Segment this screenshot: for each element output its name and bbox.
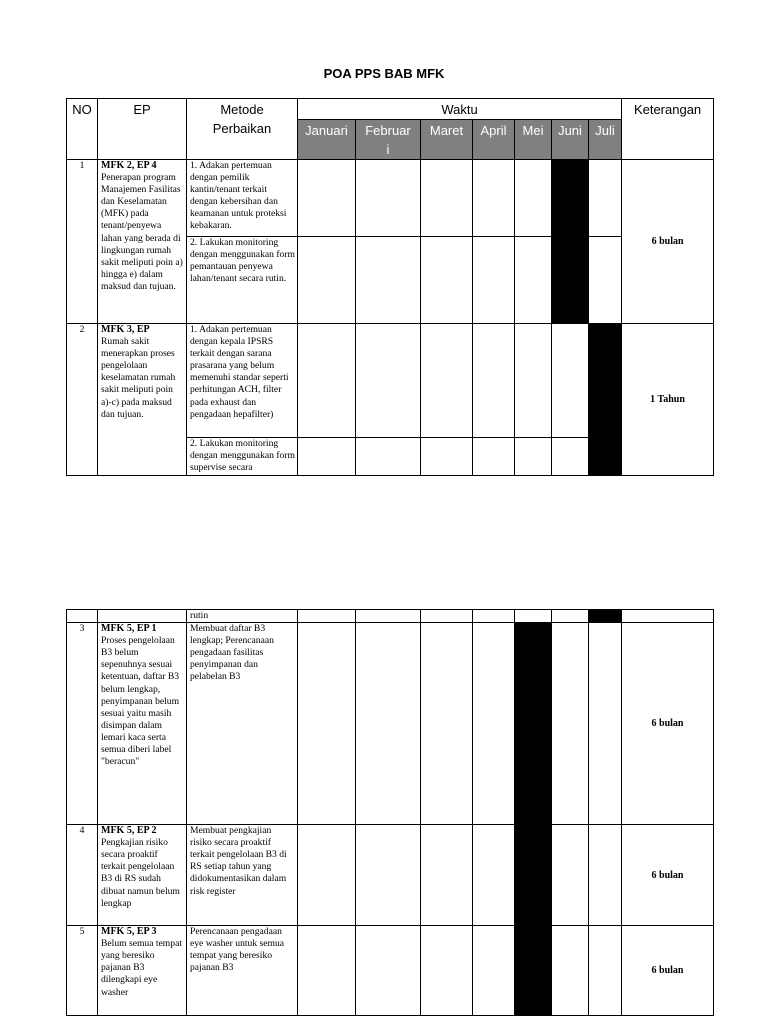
- cell-maret: [421, 160, 473, 237]
- cell-juni: [552, 825, 589, 926]
- method-cell: 1. Adakan pertemuan dengan pemilik kantin/tenant terkait dengan kebersihan dan keamanan untuk proteksi kebakaran.: [187, 160, 298, 237]
- header-metode: [187, 99, 298, 160]
- ep-title: MFK 5, EP 3: [101, 926, 157, 938]
- ep-cell: [98, 926, 187, 1016]
- cell-mei: [515, 610, 552, 623]
- cell-maret: [421, 825, 473, 926]
- cell-april: [473, 926, 515, 1016]
- cell-juni: [552, 926, 589, 1016]
- cell-februari: [356, 438, 421, 476]
- cell-april: [473, 438, 515, 476]
- row-number: 5: [67, 926, 98, 1016]
- ep-title: MFK 5, EP 2: [101, 825, 157, 837]
- method-cell: 2. Lakukan monitoring dengan menggunakan form supervise secara: [187, 438, 298, 476]
- cell-maret: [421, 237, 473, 324]
- keterangan-cell: 6 bulan: [622, 623, 714, 825]
- cell-februari: [356, 926, 421, 1016]
- method-cell: rutin: [187, 610, 298, 623]
- cell-mei: [515, 160, 552, 237]
- row-number: 3: [67, 623, 98, 825]
- ep-title: MFK 3, EP: [101, 324, 150, 335]
- ep-cell: [98, 825, 187, 926]
- header-metode-line1: Metode: [220, 102, 264, 117]
- ep-cell: [98, 623, 187, 825]
- row-number: 2: [67, 324, 98, 476]
- table-row: [67, 623, 714, 825]
- month-februari-line1: Februar: [365, 123, 411, 138]
- cell-februari: [356, 237, 421, 324]
- ep-cell: [98, 324, 187, 476]
- month-februari-line2: i: [386, 142, 390, 157]
- ep-description: Pengkajian risiko secara proaktif terkait pengelolaan B3 di RS sudah dibuat namun belum lengkap: [101, 837, 180, 909]
- row-number: 4: [67, 825, 98, 926]
- schedule-bar-juni: [552, 160, 589, 324]
- method-cell: Perencanaan pengadaan eye washer untuk semua tempat yang beresiko pajanan B3: [187, 926, 298, 1016]
- cell-april: [473, 825, 515, 926]
- cell-mei: [515, 237, 552, 324]
- cell-maret: [421, 610, 473, 623]
- row-number: [67, 610, 98, 623]
- table-row: [67, 825, 714, 926]
- header-no: NO: [67, 99, 98, 160]
- keterangan-cell: 6 bulan: [622, 926, 714, 1016]
- ep-cell: [98, 160, 187, 324]
- poa-table-page-2: [66, 609, 714, 1016]
- cell-juni: [552, 610, 589, 623]
- cell-februari: [356, 610, 421, 623]
- month-januari: Januari: [298, 120, 356, 160]
- cell-juni: [552, 623, 589, 825]
- schedule-bar-mei: [515, 825, 552, 926]
- month-juli: Juli: [589, 120, 622, 160]
- cell-april: [473, 160, 515, 237]
- cell-januari: [298, 825, 356, 926]
- cell-juli: [589, 825, 622, 926]
- schedule-bar-juli: [589, 610, 622, 623]
- table-row: [67, 324, 714, 438]
- cell-juli: [589, 160, 622, 237]
- ep-description: Proses pengelolaan B3 belum sepenuhnya sesuai ketentuan, daftar B3 belum lengkap, penyimpanan belum sesuai yaitu masih disimpan dalam lemari kaca serta semua diberi label "beracun": [101, 635, 180, 768]
- cell-april: [473, 324, 515, 438]
- cell-februari: [356, 825, 421, 926]
- cell-maret: [421, 438, 473, 476]
- month-maret: Maret: [421, 120, 473, 160]
- schedule-bar-mei: [515, 926, 552, 1016]
- keterangan-cell: 1 Tahun: [622, 324, 714, 476]
- method-cell: 2. Lakukan monitoring dengan menggunakan form pemantauan penyewa lahan/tenant secara rutin.: [187, 237, 298, 324]
- cell-juni: [552, 438, 589, 476]
- keterangan-cell: [622, 610, 714, 623]
- ep-description: Penerapan program Manajemen Fasilitas dan Keselamatan (MFK) pada tenant/penyewa lahan yang berada di lingkungan rumah sakit meliputi poin a) hingga e) dalam maksud dan tujuan.: [101, 172, 183, 292]
- poa-table-page-1: [66, 98, 714, 476]
- table-row: [67, 160, 714, 237]
- month-juni: Juni: [552, 120, 589, 160]
- cell-februari: [356, 324, 421, 438]
- cell-juli: [589, 237, 622, 324]
- cell-mei: [515, 324, 552, 438]
- ep-description: Rumah sakit menerapkan proses pengelolaan keselamatan rumah sakit meliputi poin a)-c) pada maksud dan tujuan.: [101, 336, 176, 420]
- cell-januari: [298, 438, 356, 476]
- keterangan-cell: 6 bulan: [622, 160, 714, 324]
- cell-april: [473, 610, 515, 623]
- cell-maret: [421, 926, 473, 1016]
- cell-januari: [298, 610, 356, 623]
- header-keterangan: Keterangan: [622, 99, 714, 160]
- ep-cell: [98, 610, 187, 623]
- keterangan-cell: 6 bulan: [622, 825, 714, 926]
- header-waktu: Waktu: [298, 99, 622, 120]
- page-title: POA PPS BAB MFK: [323, 66, 445, 81]
- schedule-bar-juli: [589, 324, 622, 476]
- schedule-bar-mei: [515, 623, 552, 825]
- cell-januari: [298, 160, 356, 237]
- cell-januari: [298, 324, 356, 438]
- cell-april: [473, 237, 515, 324]
- ep-title: MFK 5, EP 1: [101, 623, 157, 635]
- ep-title: MFK 2, EP 4: [101, 160, 157, 171]
- month-mei: Mei: [515, 120, 552, 160]
- cell-juli: [589, 623, 622, 825]
- method-cell: 1. Adakan pertemuan dengan kepala IPSRS terkait dengan sarana prasarana yang belum memenuhi standar seperti perhitungan ACH, filter pada exhaust dan pengadaan hepafilter): [187, 324, 298, 438]
- header-ep: EP: [98, 99, 187, 160]
- table-row: [67, 926, 714, 1016]
- month-april: April: [473, 120, 515, 160]
- cell-februari: [356, 623, 421, 825]
- cell-april: [473, 623, 515, 825]
- ep-description: Belum semua tempat yang beresiko pajanan B3 dilengkapi eye washer: [101, 938, 182, 998]
- cell-juni: [552, 324, 589, 438]
- header-metode-line2: Perbaikan: [212, 121, 272, 136]
- cell-mei: [515, 438, 552, 476]
- cell-januari: [298, 926, 356, 1016]
- cell-maret: [421, 623, 473, 825]
- month-februari: [356, 120, 421, 160]
- method-cell: Membuat daftar B3 lengkap; Perencanaan pengadaan fasilitas penyimpanan dan pelabelan B3: [187, 623, 298, 825]
- row-number: 1: [67, 160, 98, 324]
- method-cell: Membuat pengkajian risiko secara proaktif terkait pengelolaan B3 di RS setiap tahun yang didokumentasikan dalam risk register: [187, 825, 298, 926]
- cell-maret: [421, 324, 473, 438]
- cell-januari: [298, 623, 356, 825]
- cell-juli: [589, 926, 622, 1016]
- table-row: [67, 610, 714, 623]
- cell-januari: [298, 237, 356, 324]
- cell-februari: [356, 160, 421, 237]
